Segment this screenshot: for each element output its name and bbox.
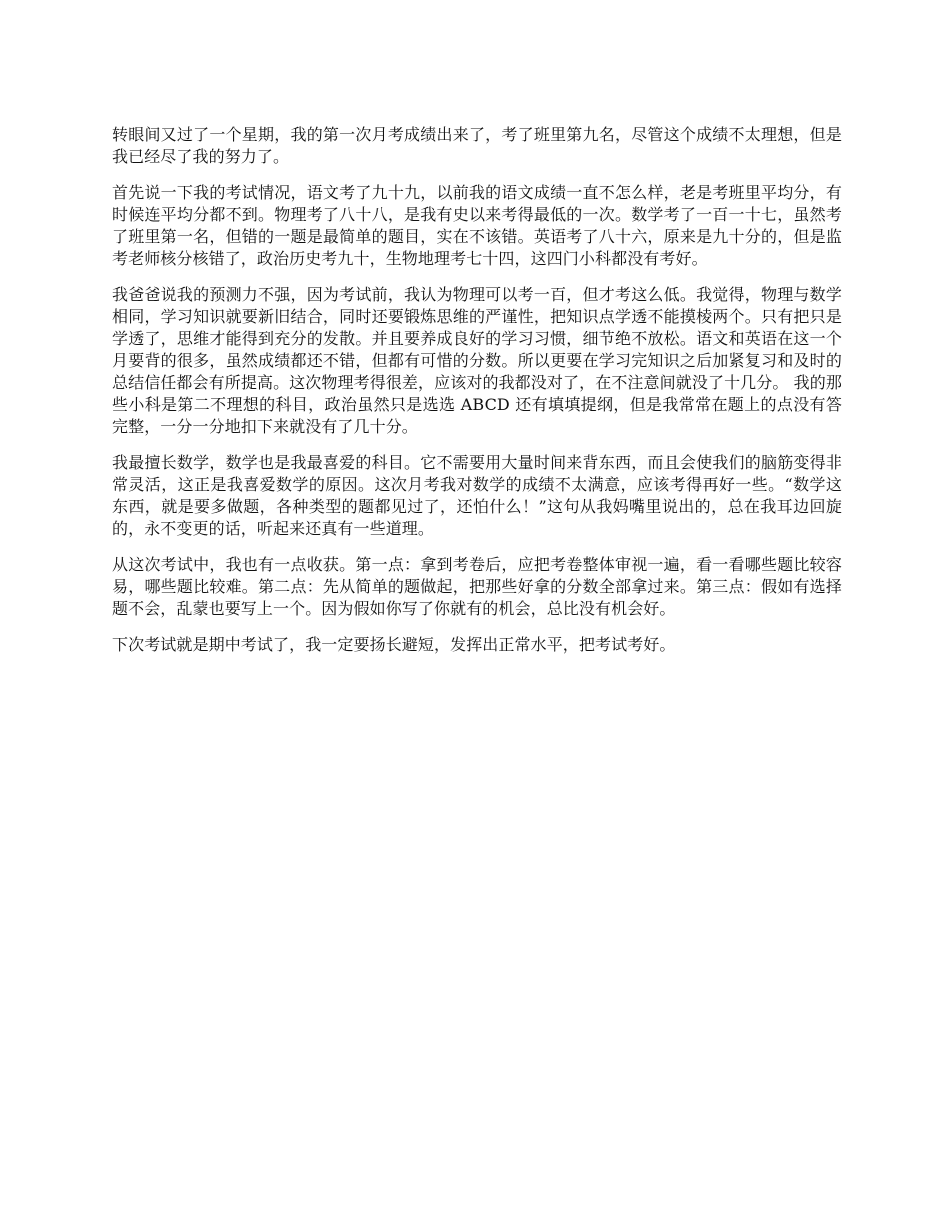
- paragraph: 我最擅长数学，数学也是我最喜爱的科目。它不需要用大量时间来背东西，而且会使我们的脑筋变得非常灵活，这正是我喜爱数学的原因。这次月考我对数学的成绩不太满意，应该考得再好一些。“数学这东西，就是要多做题，各种类型的题都见过了，还怕什么！”这句从我妈嘴里说出的，总在我耳边回旋的，永不变更的话，听起来还真有一些道理。: [112, 453, 842, 538]
- paragraph: 从这次考试中，我也有一点收获。第一点：拿到考卷后，应把考卷整体审视一遍，看一看哪些题比较容易，哪些题比较难。第二点：先从简单的题做起，把那些好拿的分数全部拿过来。第三点：假如有选择题不会，乱蒙也要写上一个。因为假如你写了你就有的机会，总比没有机会好。: [112, 555, 842, 618]
- paragraph: 下次考试就是期中考试了，我一定要扬长避短，发挥出正常水平，把考试考好。: [112, 635, 676, 654]
- paragraph: 首先说一下我的考试情况，语文考了九十九，以前我的语文成绩一直不怎么样，老是考班里平均分，有时候连平均分都不到。物理考了八十八，是我有史以来考得最低的一次。数学考了一百一十七，虽然考了班里第一名，但错的一题是最简单的题目，实在不该错。英语考了八十六，原来是九十分的，但是监考老师核分核错了，政治历史考九十，生物地理考七十四，这四门小科都没有考好。: [112, 183, 842, 268]
- paragraph: 我爸爸说我的预测力不强，因为考试前，我认为物理可以考一百，但才考这么低。我觉得，物理与数学相同，学习知识就要新旧结合，同时还要锻炼思维的严谨性，把知识点学透不能摸棱两个。只有把只是学透了，思维才能得到充分的发散。并且要养成良好的学习习惯，细节绝不放松。语文和英语在这一个月要背的很多，虽然成绩都还不错，但都有可惜的分数。所以更要在学习完知识之后加紧复习和及时的总结信任都会有所提高。这次物理考得很差，应该对的我都没对了，在不注意间就没了十几分。 我的那些小科是第二不理想的科目，政治虽然只是选选 ABCD 还有填填提纲，但是我常常在题上的点没有答完整，一分一分地扣下来就没有了几十分。: [112, 285, 842, 436]
- document-body: [112, 124, 842, 670]
- paragraph: 转眼间又过了一个星期，我的第一次月考成绩出来了，考了班里第九名，尽管这个成绩不太理想，但是我已经尽了我的努力了。: [112, 125, 842, 166]
